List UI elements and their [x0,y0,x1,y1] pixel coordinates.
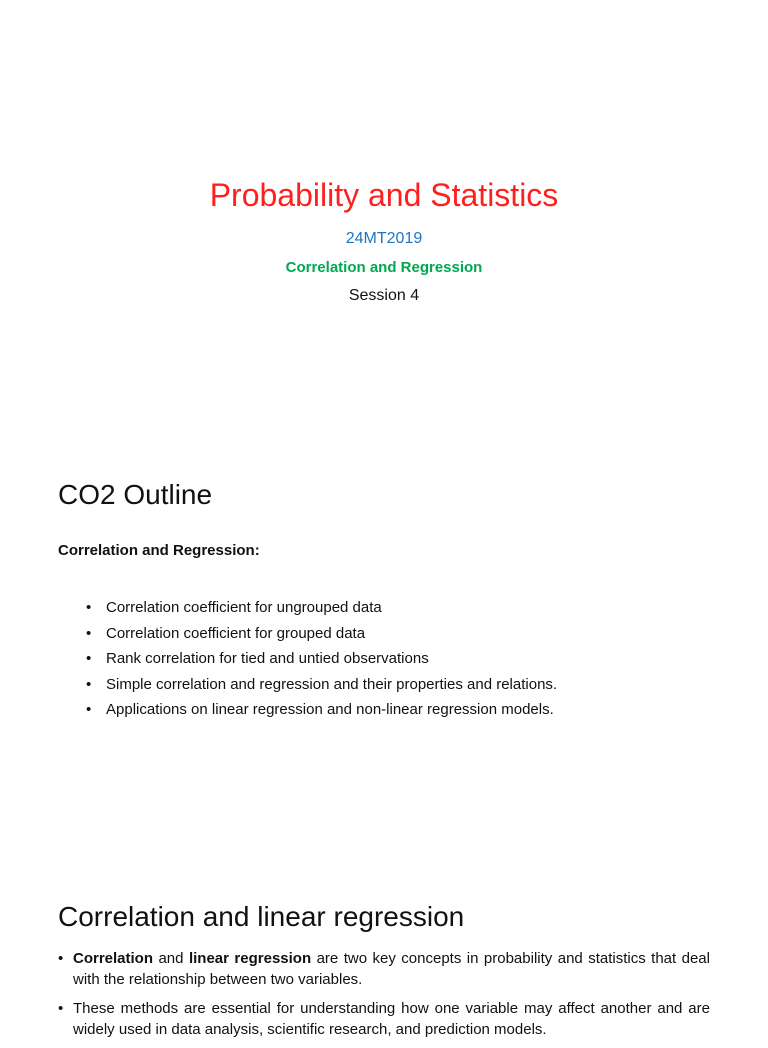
list-item [86,646,557,672]
term-correlation: Correlation [73,950,154,967]
bullet-icon: • [86,701,92,718]
bullet-icon: • [58,950,64,967]
session-label: Session 4 [348,287,420,304]
list-item [86,595,557,621]
connector-text: and [153,950,189,967]
list-item-text: Rank correlation for tied and untied observations [106,650,429,667]
title-slide [0,0,768,432]
list-item-text: Correlation coefficient for ungrouped data [106,599,382,616]
list-item [86,672,557,698]
bullet-icon: • [58,1000,64,1017]
bullet-icon: • [86,599,92,616]
bullet-icon: • [86,675,92,693]
list-item-text: Correlation coefficient for grouped data [106,624,366,642]
outline-subheading: Correlation and Regression: [58,542,260,559]
content-title: Correlation and linear regression [58,901,465,932]
list-item-text: Applications on linear regression and non-linear regression models. [106,701,554,718]
content-slide [0,864,768,1038]
outline-slide [0,432,768,864]
list-item [58,998,710,1040]
list-item-text: Simple correlation and regression and their properties and relations. [106,675,558,693]
bullet-icon: • [86,650,92,667]
outline-title: CO2 Outline [58,479,213,510]
bullet-icon: • [86,624,92,642]
topic-subtitle: Correlation and Regression [285,259,483,276]
paragraph-text: are two key concepts in probability and statistics that deal with the relationship between two variables. [73,950,710,988]
list-item [58,948,710,990]
term-linear-regression: linear regression [188,950,312,967]
list-item [86,621,557,647]
outline-list [86,595,557,723]
course-code: 24MT2019 [345,230,423,247]
list-item [86,697,557,723]
paragraph-text: These methods are essential for understanding how one variable may affect another and are widely used in data analysis, scientific research, and prediction models. [73,1000,710,1038]
content-list [58,948,710,1048]
slide-title: Probability and Statistics [209,177,559,213]
